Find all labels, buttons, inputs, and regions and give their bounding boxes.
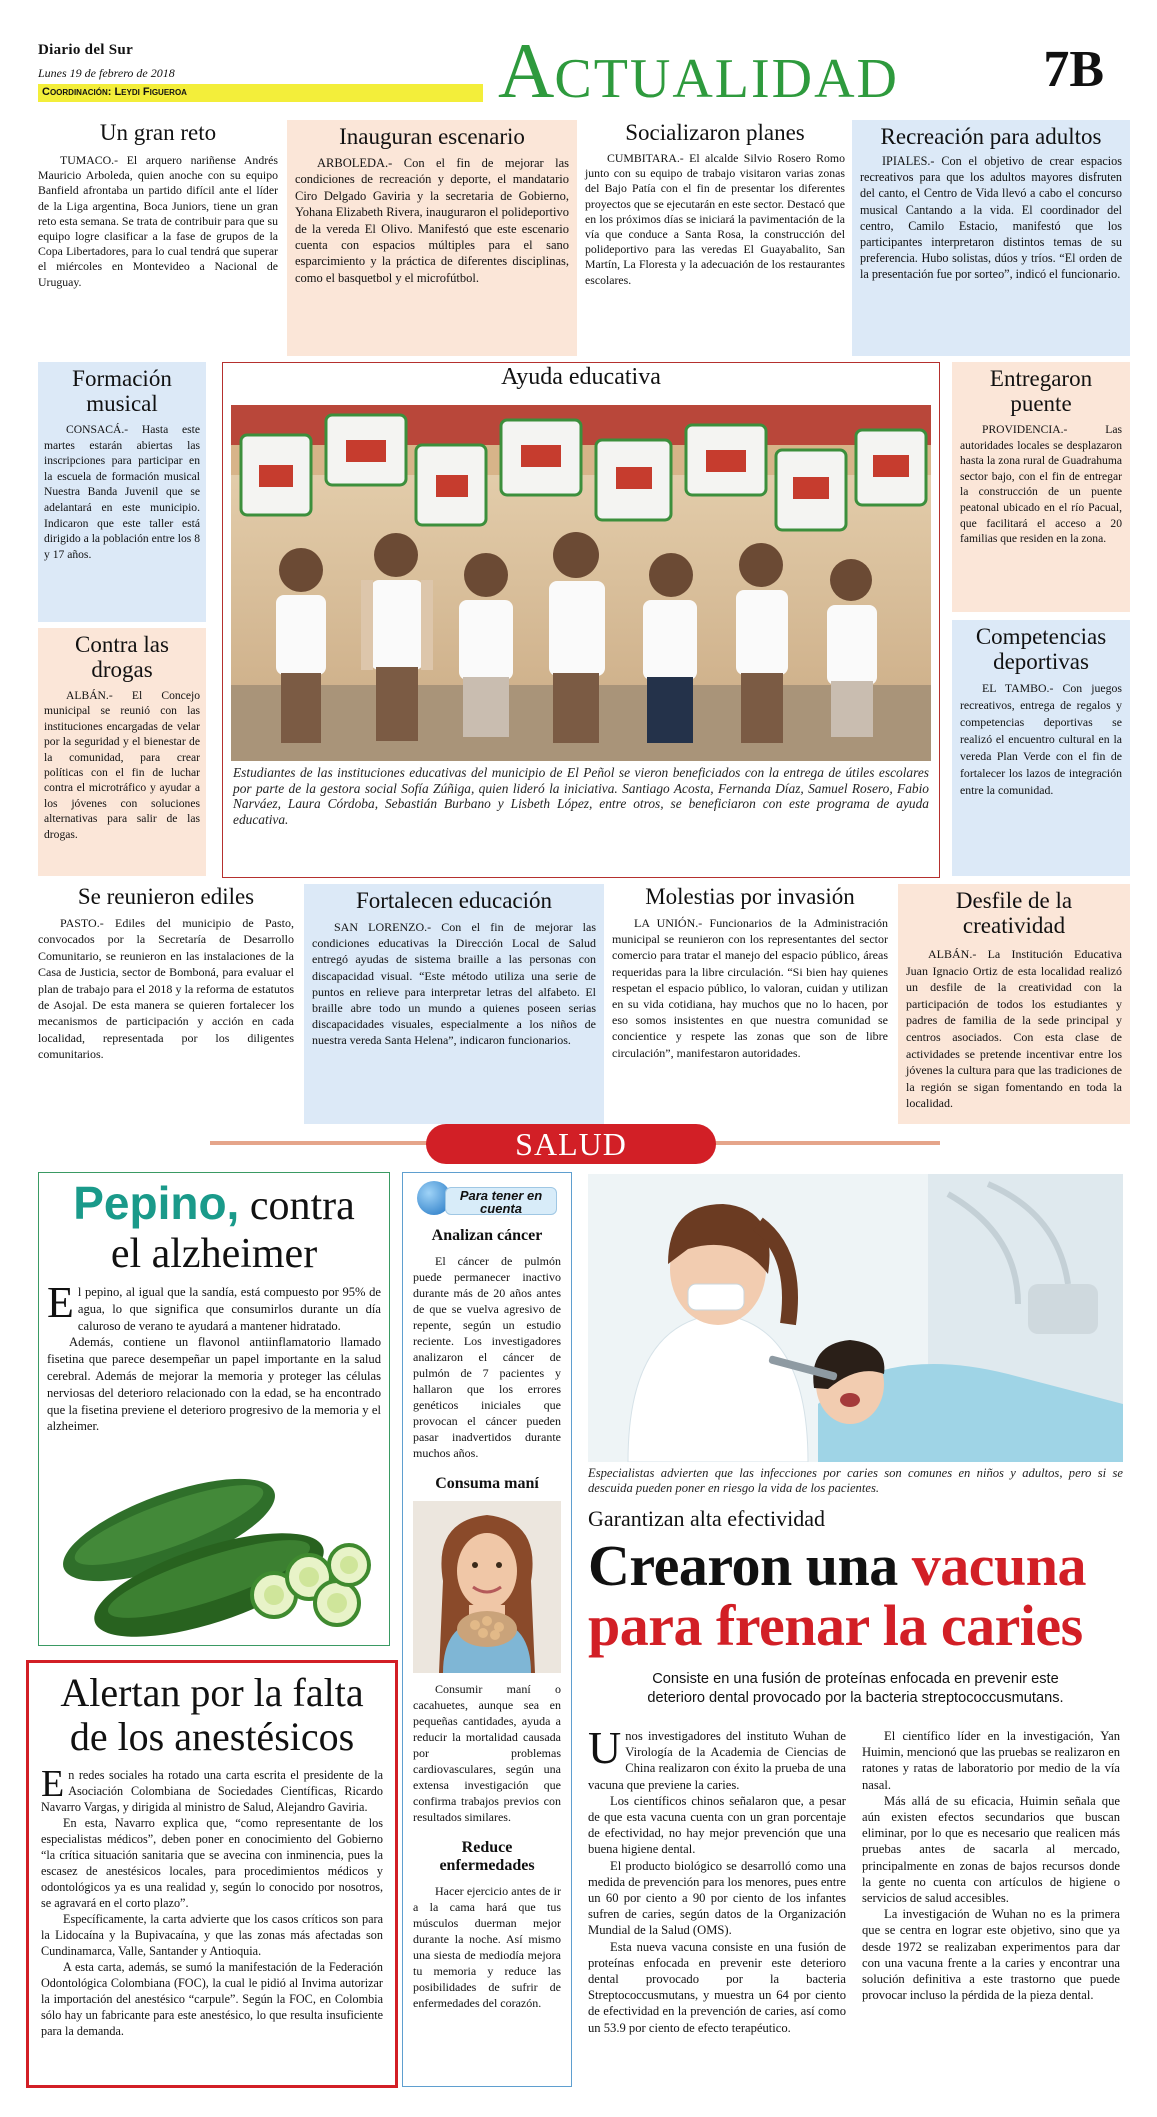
article-pepino — [38, 1172, 390, 1646]
photo-dentist — [588, 1174, 1123, 1462]
paragraph-analizan-cancer: El cáncer de pulmón puede permanecer inactivo durante más de 20 años antes de que se vuelva agresivo de repente, según un estudio reciente. Los investigadores analizaron el cáncer de pulmón de 7 pacientes y hallaron que los errores genéticos iniciales que provocan el cáncer pueden pasar inadvertidos durante muchos años. — [413, 1254, 561, 1460]
photo-woman-drawing — [413, 1501, 561, 1673]
article-body: SAN LORENZO.- Con el fin de mejorar las condiciones educativas la Dirección Local de Salud entregó ayudas de sistema braille a las personas con discapacidad visual. “Este método utiliza una serie de puntos en relieve para interpretar letras del alfabeto. El braille abre todo un mundo a quienes poseen serias discapacidades visuales, especialmente a los niños de nuestra vereda Santa Helena”, indicaron funcionarios. — [312, 920, 596, 1048]
article-molestias-invasion — [612, 884, 888, 1124]
article-title: Fortalecen educación — [355, 888, 553, 913]
article-body-p2: Además, contiene un flavonol antiinflamatorio llamado fisetina que parece desempeñar un papel importante en la salud cerebral. Además de mejorar la memoria y proteger las células nerviosas del deterioro relacionado con la edad, se ha encontrado que la fisetina previene el deterioro progresivo de la memoria y el alzheimer. — [47, 1335, 381, 1434]
paragraph-consuma-mani: Consumir maní o cacahuetes, aunque sea en pequeñas cantidades, ayuda a reducir la mortalidad causada por problemas cardiovasculares, según una extensa investigación que confirma trabajos previos con resultados similares. — [413, 1682, 561, 1824]
subhead-reduce-enfermedades: Reduce enfermedades — [439, 1839, 535, 1874]
article-title: Se reunieron ediles — [77, 884, 255, 909]
paragraph: El producto biológico se desarrolló como una medida de prevención para los menores, pues entre un 60 por ciento a 90 por ciento de los infantes sufren de caries, según datos de la Organización Mundial de la Salud (OMS). — [588, 1858, 846, 1938]
photo-dentist-drawing — [588, 1174, 1123, 1462]
lead: Consiste en una fusión de proteínas enfocada en prevenir este deterioro dental provocado por la bacteria streptococcusmutans. — [647, 1671, 1064, 1706]
article-title: Alertan por la falta de los anestésicos — [60, 1670, 364, 1759]
title-rest: contra — [239, 1183, 355, 1229]
section-title — [498, 27, 899, 118]
article-body: IPIALES.- Con el objetivo de crear espacios recreativos para que los adultos mayores disfruten del canto, el Centro de Vida llevó a cabo el concurso musical Cantando a la vida. El coordinador del centro, Camilo Estacio, manifestó que los participantes interpretaron distintos temas de su preferencia. Hubo solistas, dúos y tríos. “El orden de la presentación fue por sorteo”, indicó el funcionario. — [860, 154, 1122, 282]
article-title: Competencias deportivas — [975, 624, 1107, 674]
dropcap: E — [47, 1278, 74, 1327]
section-title-initial: A — [498, 27, 555, 114]
article-title: Contra las drogas — [75, 632, 169, 682]
salud-banner-label: SALUD — [515, 1126, 627, 1162]
article-title: Recreación para adultos — [880, 124, 1102, 149]
paragraph: n redes sociales ha rotado una carta escrita el presidente de la Asociación Colombiana de Sociedades Científicas, Ricardo Navarro Vargas, y dirigida al ministro de Salud, Alejandro Gaviria. — [41, 1768, 383, 1814]
article-title: Inauguran escenario — [339, 124, 525, 149]
kicker: Garantizan alta efectividad — [588, 1506, 825, 1531]
coordination-bar — [38, 84, 483, 102]
article-title: Socializaron planes — [625, 120, 805, 145]
paragraph: La investigación de Wuhan no es la primera que se centra en lograr este objetivo, sino que ya desde 1972 se realizaban experimentos para dar con una vacuna frente a la caries y encontrar una solución definitiva a este trastorno que puede provocar incluso la pérdida de la pieza dental. — [862, 1907, 1120, 2003]
article-vacuna-caries — [588, 1506, 1123, 2088]
article-body: PROVIDENCIA.- Las autoridades locales se desplazaron hasta la zona rural de Guadrahuma sector bajo, con el fin de entregar la construcción de un puente peatonal ubicado en el río Pacual, que facilitará el acceso a 20 familias que residen en la zona. — [960, 423, 1122, 546]
photo-students — [231, 405, 931, 761]
title-line2: el alzheimer — [110, 1231, 318, 1277]
article-body: TUMACO.- El arquero nariñense Andrés Mauricio Arboleda, quien anoche con su equipo Banfield afrontaba un partido difícil ante el líder de la Liga argentina, Boca Juniors, tiene un gran reto esta semana. Se trata de contribuir para que su equipo logre clasificar a la fase de grupos de la Copa Libertadores, para lo cual tendrá que superar el miércoles en Montevideo a Nacional de Uruguay. — [38, 153, 278, 289]
article-contra-drogas — [38, 628, 206, 876]
article-desfile-creatividad — [898, 884, 1130, 1124]
paragraph: Más allá de su eficacia, Huimin señala que aún existen efectos secundarios que buscan eliminar, por lo que es necesario que realicen más pruebas antes de sacarla al mercado, principalmente en zonas de bajos recursos donde la gente no cuenta con artículos de higiene o servicios de salud accesibles. — [862, 1793, 1120, 1906]
cucumber-drawing — [49, 1465, 379, 1637]
article-body-p1 — [47, 1278, 381, 1334]
headline-red: vacuna — [911, 1533, 1087, 1598]
article-body-p4: A esta carta, además, se sumó la manifestación de la Federación Odontológica Colombiana (FOC), la cual le pidió al Invima autorizar la importación del anestésico “carpule”. Según la FOC, en Colombia sólo hay un fabricante para este anestésico, lo que resulta insuficiente para la demanda. — [41, 1960, 383, 2038]
column-left — [588, 1722, 846, 2036]
article-body: ARBOLEDA.- Con el fin de mejorar las condiciones de recreación y deporte, el mandatario Ciro Delgado Gaviria y la secretaria de Gobierno, Yohana Elizabeth Rivera, inauguraron el polideportivo de la vereda El Olivo. Manifestó que este escenario cuenta con espacios múltiples para el sano esparcimiento y la práctica de diferentes disciplinas, como el basquetbol y el microfútbol. — [295, 156, 569, 285]
article-title: Entregaron puente — [989, 366, 1093, 416]
headline-black: Crearon una — [588, 1533, 912, 1598]
photo-students-drawing — [231, 405, 931, 761]
photo-caption: Estudiantes de las instituciones educativas del municipio de El Peñol se vieron beneficiados con la entrega de útiles escolares por parte de la gestora social Sofía Zúñiga, quien lideró la iniciativa. Santiago Acosta, Fernanda Díaz, Samuel Rosero, Fabio Narváez, Laura Córdoba, Sebastián Burbano y Lisbeth López, entre otros, se beneficiaron con este programa de ayuda educativa. — [233, 765, 929, 827]
dropcap: U — [588, 1722, 622, 1773]
article-body: LA UNIÓN.- Funcionarios de la Administración municipal se reunieron con los representantes del sector comercio para tratar el manejo del espacio público, áreas requeridas para la libre circulación. “Si bien hay quienes respetan el espacio público, lo valoran, cuidan y utilizan en su vida cotidiana, hay muchos que no lo hacen, por eso somos insistentes en que nuestra comunidad se concientice y respete las zonas que son de libre circulación”, manifestaron autoridades. — [612, 916, 888, 1060]
paragraph: Esta nueva vacuna consiste en una fusión de proteínas enfocada en prevenir este deterioro dental provocado por la bacteria Streptococcusmutans, y muestra un 64 por ciento de efectividad en la prevención de caries, así como un 53.9 por ciento de efecto terapéutico. — [588, 1939, 846, 2035]
article-body: PASTO.- Ediles del municipio de Pasto, convocados por la Secretaría de Desarrollo Comunitario, se reunieron en las instalaciones de la Casa de Justicia, sector de Bomboná, para evaluar el plan de trabajo para el 2018 y la reforma de estatutos de Asojal. De esta manera se quieren fortalecer los mecanismos de participación y acción en cada localidad, representada por los diligentes comunitarios. — [38, 916, 294, 1062]
article-body-p1 — [41, 1763, 383, 1815]
article-inauguran-escenario — [287, 120, 577, 356]
article-body-p3: Específicamente, la carta advierte que los casos críticos son para la Lidocaína y la Bupivacaína, y que las zonas más afectadas son Cundinamarca, Valle, Santander y Antioquia. — [41, 1912, 383, 1958]
cucumber-illustration — [49, 1465, 379, 1637]
article-entregaron-puente — [952, 362, 1130, 612]
feature-ayuda-educativa — [222, 362, 940, 878]
article-fortalecen-educacion — [304, 884, 604, 1124]
paragraph: l pepino, al igual que la sandía, está compuesto por 95% de agua, lo que significa que consumirlos durante un día caluroso de verano te ayudará a mantener hidratado. — [77, 1285, 381, 1333]
article-title: Un gran reto — [99, 120, 217, 145]
paragraph: Los científicos chinos señalaron que, a pesar de que esta vacuna cuenta con un gran porcentaje de efectividad, no hay mejor prevención que una buena higiene dental. — [588, 1793, 846, 1857]
subhead-consuma-mani: Consuma maní — [435, 1475, 539, 1492]
article-title: Ayuda educativa — [501, 364, 661, 390]
title-highlight: Pepino, — [73, 1177, 240, 1229]
article-competencias-deportivas — [952, 620, 1130, 876]
headline — [588, 1533, 1123, 1658]
paragraph — [588, 1722, 846, 1793]
brand-logo: Diario del Sur — [38, 42, 134, 58]
article-anestesicos — [26, 1660, 398, 2088]
article-body: EL TAMBO.- Con juegos recreativos, entrega de regalos y competencias deportivas se realizó el encuentro cultural en la vereda Plan Verde con el fin de fortalecer los lazos de integración entre la comunidad. — [960, 681, 1122, 797]
article-title: Desfile de la creatividad — [955, 888, 1073, 938]
paragraph-reduce-enfermedades: Hacer ejercicio antes de ir a la cama hará que tus músculos duerman mejor durante la noche. Así mismo una siesta de mediodía mejora tu memoria y reduce las posibilidades de sufrir de enfermedades del corazón. — [413, 1884, 561, 2010]
section-title-rest: CTUALIDAD — [554, 48, 899, 110]
article-body: CUMBITARA.- El alcalde Silvio Rosero Romo junto con su equipo de trabajo visitaron varias zonas del Bajo Patía con el fin de presentar los diferentes proyectos que se ejecutarán en este sector. Destacó que en los próximos días se iniciará la pavimentación de la vía que conduce a Santa Rosa, la construcción del polideportivo para las veredas El Guayabalito, San Martín, La Floresta y la adecuación de los restaurantes escolares. — [585, 151, 845, 287]
sidebar-para-tener-en-cuenta — [402, 1172, 572, 2087]
paragraph: El científico líder en la investigación, Yan Huimin, mencionó que las pruebas se realizaron en ratones y ratas de laboratorio por medio de la vía nasal. — [862, 1729, 1120, 1792]
paragraph-text: nos investigadores del instituto Wuhan de Virología de la Academia de Ciencias de China realizaron con éxito la prueba de una vacuna que previene la caries. — [588, 1729, 846, 1792]
article-body: ALBÁN.- El Concejo municipal se reunió con las instituciones encargadas de velar por la seguridad y el bienestar de la comunidad, para crear políticas con el fin de luchar contra el microtráfico y ayudar a los jóvenes con soluciones alternativas para salir de las drogas. — [44, 689, 200, 841]
page-number: 7B — [1043, 41, 1104, 98]
article-title: Molestias por invasión — [645, 884, 855, 909]
article-body: CONSACÁ.- Hasta este martes estarán abiertas las inscripciones para participar en la escuela de formación musical Nuestra Banda Juvenil que se adelantará en este municipio. Indicaron que este taller está dirigido a la población entre los 8 y 17 años. — [44, 423, 200, 561]
article-recreacion-adultos — [852, 120, 1130, 356]
badge-label: Para tener en cuenta — [445, 1187, 557, 1215]
article-title: Formación musical — [72, 366, 172, 416]
coordination-text: Coordinación: Leydi Figueroa — [42, 86, 187, 98]
salud-banner — [426, 1124, 716, 1164]
masthead — [38, 27, 1118, 114]
column-right — [862, 1728, 1120, 2003]
subhead-analizan-cancer: Analizan cáncer — [431, 1227, 543, 1244]
issue-date: Lunes 19 de febrero de 2018 — [38, 66, 175, 80]
headline-red-line2: para frenar la caries — [588, 1593, 1083, 1658]
article-se-reunieron-ediles — [38, 884, 294, 1124]
article-body-p2: En esta, Navarro explica que, “como representante de los especialistas médicos”, deben poner en conocimiento del Gobierno “la crítica situación sanitaria que se avecina con inminencia, pues la escasez de anestésicos locales, para procedimientos médicos y odontológicos ya es una realidad y, según lo conocido por nosotros, se agravará en el corto plazo”. — [41, 1816, 383, 1910]
article-formacion-musical — [38, 362, 206, 622]
photo-woman-peanuts — [413, 1501, 561, 1673]
dentist-photo-caption: Especialistas advierten que las infecciones por caries son comunes en niños y adultos, pero si se descuida pueden poner en riesgo la vida de los pacientes. — [588, 1466, 1123, 1495]
article-socializaron-planes — [585, 120, 845, 356]
dropcap: E — [41, 1763, 65, 1805]
article-gran-reto — [38, 120, 278, 350]
article-body: ALBÁN.- La Institución Educativa Juan Ignacio Ortiz de esta localidad realizó un desfile de la creatividad con la participación de todos los estudiantes y padres de familia de la sede principal y centros asociados. Con esta clase de actividades se pretende incentivar entre los jóvenes la cultura para que las tradiciones de la región se sigan fomentando en toda la localidad. — [906, 947, 1122, 1111]
article-title — [47, 1177, 381, 1276]
badge-para-tener — [413, 1177, 561, 1223]
